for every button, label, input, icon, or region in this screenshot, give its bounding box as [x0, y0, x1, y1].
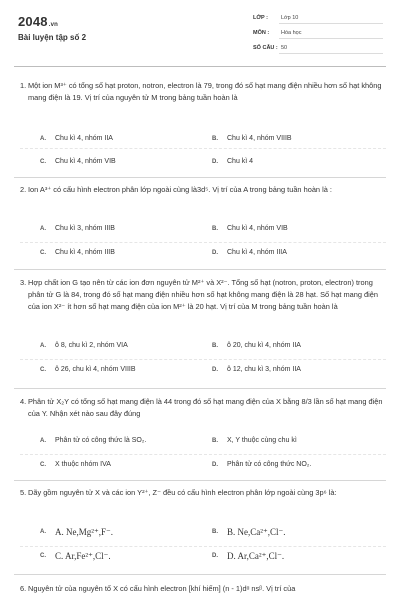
option-letter: A.	[40, 529, 46, 535]
option-letter: C.	[40, 367, 46, 373]
option-text: B. Ne,Ca²⁺,Cl⁻.	[227, 527, 286, 537]
question-separator	[14, 269, 386, 270]
row-divider	[20, 454, 386, 455]
option-letter: A.	[40, 343, 46, 349]
option-text: C. Ar,Fe²⁺,Cl⁻.	[55, 551, 111, 561]
option-letter: C.	[40, 462, 46, 468]
question-6	[20, 583, 388, 597]
lop-underline	[279, 23, 383, 24]
option-letter: D.	[212, 250, 218, 256]
meta-mon	[253, 30, 383, 40]
meta-socau	[253, 45, 383, 55]
header	[0, 0, 400, 62]
question-number: 3.	[20, 278, 27, 287]
mon-value: Hóa học	[281, 30, 302, 36]
option-letter: B.	[212, 529, 218, 535]
row-divider	[20, 359, 386, 360]
question-5	[20, 487, 388, 577]
option-text: Chu kì 4, nhóm IIIB	[55, 249, 115, 256]
option-text: Chu kì 4, nhóm VIIIB	[227, 135, 292, 142]
lop-value: Lớp 10	[281, 15, 299, 21]
option-letter: D.	[212, 367, 218, 373]
question-text: Nguyên tử của nguyên tố X có cấu hình electron [khí hiếm] (n - 1)dᵅ nsᵝ. Vị trí của	[28, 584, 296, 593]
option-text: D. Ar,Ca²⁺,Cl⁻.	[227, 551, 285, 561]
mon-label: MÔN :	[253, 30, 270, 36]
option-text: X thuộc nhóm IVA	[55, 461, 111, 468]
option-text: Chu kì 4, nhóm IIIA	[227, 249, 287, 256]
mon-underline	[279, 38, 383, 39]
lop-label: LỚP :	[253, 15, 268, 21]
option-text: Chu kì 3, nhóm IIIB	[55, 225, 115, 232]
option-letter: D.	[212, 462, 218, 468]
option-letter: D.	[212, 553, 218, 559]
option-letter: B.	[212, 343, 218, 349]
option-text: Chu kì 4, nhóm IIA	[55, 135, 113, 142]
question-text: Một ion M³⁺ có tổng số hạt proton, notron, electron là 79, trong đó số hạt mang điện nhiều hơn số hạt không mang điện là 19. Vị trí của nguyên tử M trong bảng tuần hoàn là	[28, 81, 382, 102]
question-number: 6.	[20, 584, 27, 593]
option-letter: B.	[212, 438, 218, 444]
option-text: A. Ne,Mg²⁺,F⁻.	[55, 527, 113, 537]
question-text: Phân tử X₂Y có tổng số hạt mang điện là 44 trong đó số hạt mang điện của X bằng 8/3 lần số hạt mang điện của Y. Nhận xét nào sau đây đúng	[28, 397, 383, 418]
question-1	[20, 80, 388, 200]
page-title: Bài luyện tập số 2	[18, 33, 87, 42]
question-separator	[14, 574, 386, 575]
logo	[18, 14, 58, 29]
header-divider	[14, 66, 386, 67]
question-text: Ion A³⁺ có cấu hình electron phân lớp ngoài cùng là3d⁵. Vị trí của A trong bảng tuần hoàn là :	[28, 185, 332, 194]
socau-value: 50	[281, 45, 288, 51]
option-text: ô 12, chu kì 3, nhóm IIA	[227, 366, 301, 373]
question-3	[20, 277, 388, 389]
question-separator	[14, 480, 386, 481]
logo-text: 2048	[18, 14, 48, 29]
option-letter: B.	[212, 226, 218, 232]
question-number: 4.	[20, 397, 27, 406]
option-letter: D.	[212, 159, 218, 165]
option-text: Phân tử có công thức NO₂.	[227, 461, 312, 468]
option-letter: A.	[40, 136, 46, 142]
question-separator	[14, 177, 386, 178]
option-letter: A.	[40, 226, 46, 232]
question-separator	[14, 388, 386, 389]
socau-label: SỐ CÂU :	[253, 45, 278, 51]
option-letter: A.	[40, 438, 46, 444]
question-4	[20, 396, 388, 482]
option-text: Phân tử có công thức là SO₂.	[55, 437, 147, 444]
option-text: Chu kì 4, nhóm VIB	[227, 225, 288, 232]
option-letter: C.	[40, 159, 46, 165]
socau-underline	[279, 53, 383, 54]
option-letter: B.	[212, 136, 218, 142]
option-text: ô 8, chu kì 2, nhóm VIA	[55, 342, 128, 349]
question-2	[20, 184, 388, 274]
question-text: Hợp chất ion G tạo nên từ các ion đơn nguyên tử M²⁺ và X²⁻. Tổng số hạt (notron, proton, electron) trong phân tử G là 84, trong đó số hạt mang điện nhiều hơn số hạt không mang điện là 28 hạt. Số hạt mang điện của ion X²⁻ ít hơn số hạt mang điện của ion M²⁺ là 20 hạt. Vị trí của M trong bảng tuần hoàn là	[28, 278, 379, 311]
option-text: X, Y thuộc cùng chu kì	[227, 437, 297, 444]
meta-lop	[253, 15, 383, 25]
row-divider	[20, 242, 386, 243]
option-text: Chu kì 4	[227, 158, 254, 165]
option-letter: C.	[40, 250, 46, 256]
row-divider	[20, 148, 386, 149]
option-text: Chu kì 4, nhóm VIB	[55, 158, 116, 165]
question-number: 2.	[20, 185, 27, 194]
logo-suffix: .vn	[48, 22, 59, 28]
row-divider	[20, 546, 386, 547]
option-text: ô 20, chu kì 4, nhóm IIA	[227, 342, 301, 349]
option-text: ô 26, chu kì 4, nhóm VIIIB	[55, 366, 136, 373]
question-number: 1.	[20, 81, 27, 90]
question-text: Dãy gồm nguyên tử X và các ion Y²⁺, Z⁻ đều có cấu hình electron phân lớp ngoài cùng 3p⁶ là:	[28, 488, 337, 497]
question-number: 5.	[20, 488, 27, 497]
option-letter: C.	[40, 553, 46, 559]
